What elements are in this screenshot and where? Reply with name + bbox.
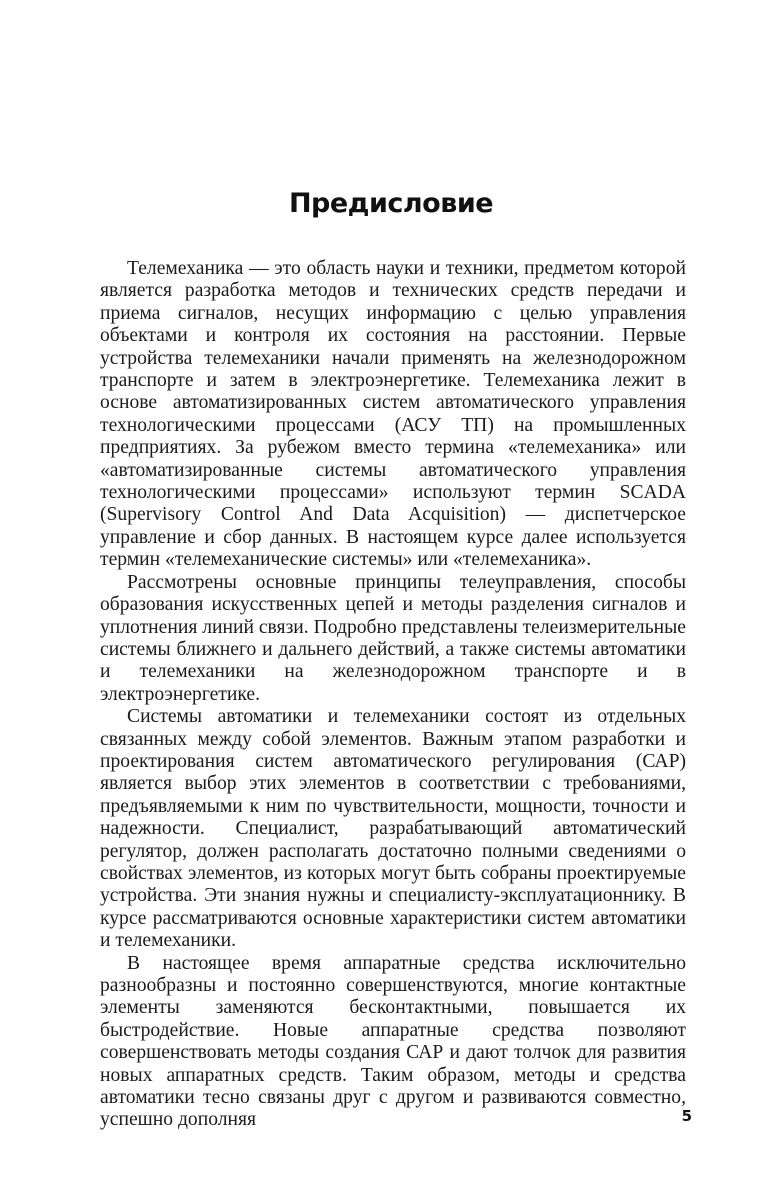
page-title: Предисловие bbox=[288, 188, 494, 219]
body-text bbox=[100, 258, 686, 1132]
paragraph-4: В настоящее время аппаратные средства исключительно разнообразны и постоянно совершенствуются, многие контактные элементы заменяются бесконтактными, повышается их быстродействие. Новые аппаратные средства позволяют совершенствовать методы создания САР и дают толчок для развития новых аппаратных средств. Таким образом, методы и средства автоматики тесно связаны друг с другом и развиваются совместно, успешно дополняя bbox=[100, 952, 686, 1131]
paragraph-3: Системы автоматики и телемеханики состоят из отдельных связанных между собой элементов. Важным этапом разработки и проектирования систем автоматического регулирования (САР) является выбор этих элементов в соответствии с требованиями, предъявляемыми к ним по чувствительности, мощности, точности и надежности. Специалист, разрабатывающий автоматический регулятор, должен располагать достаточно полными сведениями о свойствах элементов, из которых могут быть собраны проектируемые устройства. Эти знания нужны и специалисту-эксплуатационнику. В курсе рассматриваются основные характеристики систем автоматики и телемеханики. bbox=[100, 706, 686, 952]
page-number: 5 bbox=[681, 1107, 692, 1125]
paragraph-2: Рассмотрены основные принципы телеуправления, способы образования искусственных цепей и методы разделения сигналов и уплотнения линий связи. Подробно представлены телеизмерительные системы ближнего и дальнего действий, а также системы автоматики и телемеханики на железнодорожном транспорте и в электроэнергетике. bbox=[100, 571, 686, 705]
paragraph-1: Телемеханика — это область науки и техники, предметом которой является разработка методов и технических средств передачи и приема сигналов, несущих информацию с целью управления объектами и контроля их состояния на расстоянии. Первые устройства телемеханики начали применять на железнодорожном транспорте и затем в электроэнергетике. Телемеханика лежит в основе автоматизированных систем автоматического управления технологическими процессами (АСУ ТП) на промышленных предприятиях. За рубежом вместо термина «телемеханика» или «автоматизированные системы автоматического управления технологическими процессами» используют термин SCADA (Supervisory Control And Data Acquisition) — диспетчерское управление и сбор данных. В настоящем курсе далее используется термин «телемеханические системы» или «телемеханика». bbox=[100, 258, 686, 571]
